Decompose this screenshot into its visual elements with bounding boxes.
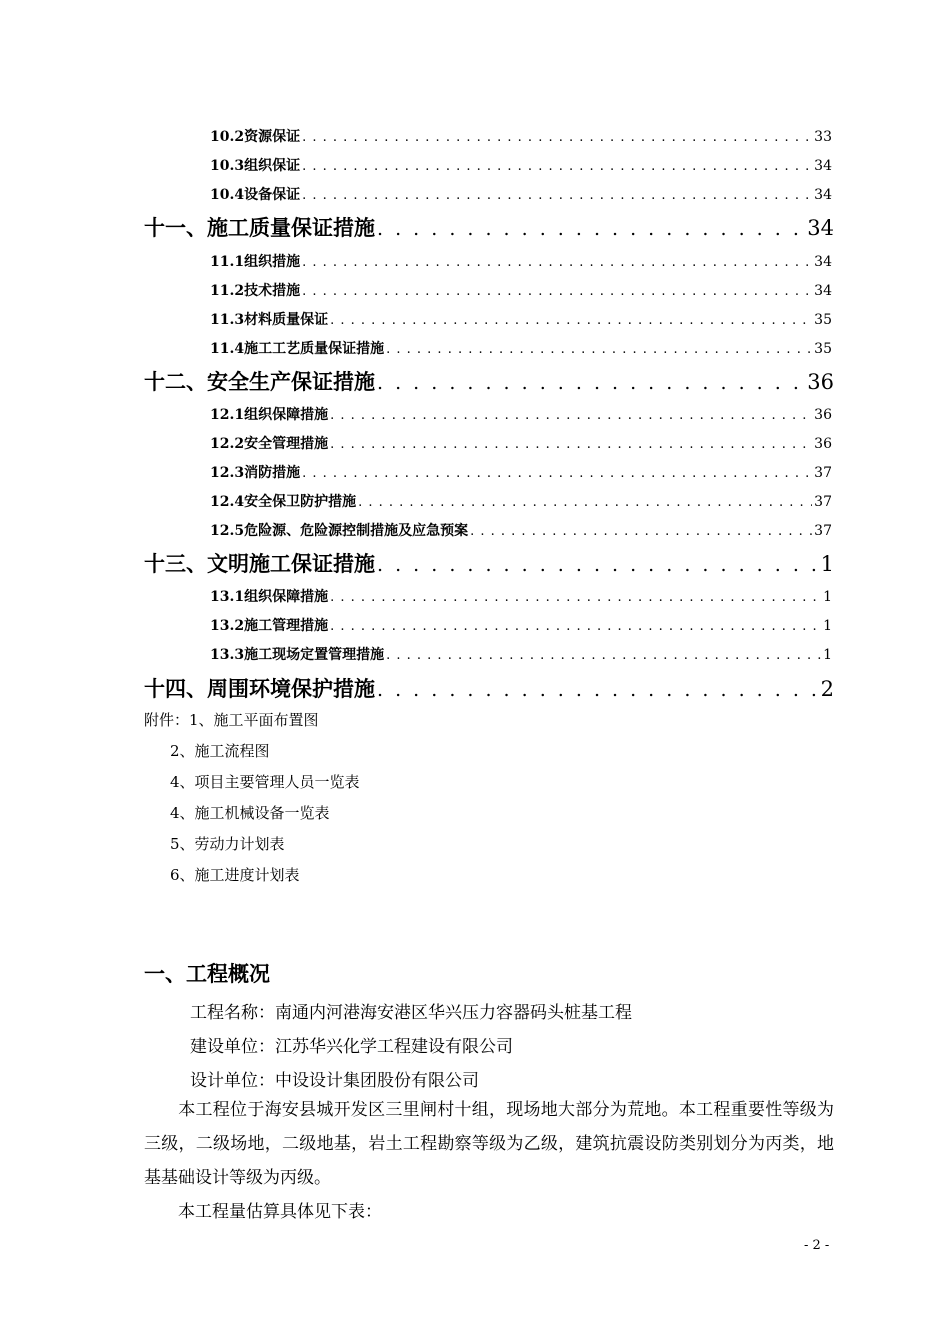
toc-leader — [330, 313, 812, 328]
toc-entry-title: 安全保卫防护措施 — [244, 494, 357, 510]
toc-entry-title: 技术措施 — [244, 283, 301, 299]
toc-leader — [330, 437, 812, 452]
paragraph-text: 本工程量估算具体见下表： — [178, 1202, 382, 1222]
toc-leader — [377, 679, 819, 701]
builder-unit: 建设单位：江苏华兴化学工程建设有限公司 — [190, 1037, 513, 1057]
toc-leader — [377, 554, 819, 576]
toc-entry[interactable] — [210, 520, 832, 540]
toc-entry-title: 组织保证 — [244, 158, 301, 174]
toc-entry-title: 危险源、危险源控制措施及应急预案 — [244, 523, 469, 539]
toc-entry-page: 1 — [823, 647, 832, 663]
attachment-item: 4、施工机械设备一览表 — [170, 804, 330, 822]
toc-leader — [330, 590, 821, 605]
toc-entry-title: 组织保障措施 — [244, 407, 329, 423]
toc-entry[interactable] — [210, 126, 832, 146]
toc-entry-number: 11.4 — [210, 341, 245, 357]
toc-entry-number: 13.1 — [210, 589, 245, 605]
toc-entry-page: 37 — [814, 494, 832, 510]
toc-entry[interactable] — [210, 280, 832, 300]
toc-entry-number: 11.3 — [210, 312, 245, 328]
toc-entry-page: 1 — [823, 589, 832, 605]
toc-leader — [358, 495, 812, 510]
toc-leader — [377, 218, 805, 240]
toc-entry-page: 37 — [814, 523, 832, 539]
toc-entry-title: 设备保证 — [244, 187, 301, 203]
toc-entry[interactable] — [210, 404, 832, 424]
toc-entry-page: 35 — [814, 312, 832, 328]
toc-leader — [386, 342, 812, 357]
toc-entry[interactable] — [210, 309, 832, 329]
toc-chapter-page: 34 — [807, 216, 834, 240]
toc-entry[interactable] — [210, 338, 832, 358]
attachments-label: 附件：1、施工平面布置图 — [144, 711, 319, 729]
toc-entry-number: 11.1 — [210, 254, 245, 270]
toc-leader — [330, 408, 812, 423]
toc-entry-page: 36 — [814, 436, 832, 452]
toc-entry-title: 施工工艺质量保证措施 — [244, 341, 385, 357]
toc-entry-title: 施工管理措施 — [244, 618, 329, 634]
toc-chapter-title: 十二、安全生产保证措施 — [144, 369, 375, 394]
toc-entry-title: 组织保障措施 — [244, 589, 329, 605]
toc-leader — [302, 255, 812, 270]
toc-chapter-title: 十三、文明施工保证措施 — [144, 551, 375, 576]
toc-leader — [302, 466, 812, 481]
project-name: 工程名称：南通内河港海安港区华兴压力容器码头桩基工程 — [190, 1003, 632, 1023]
toc-entry-number: 12.4 — [210, 494, 245, 510]
toc-entry-number: 11.2 — [210, 283, 245, 299]
toc-leader — [302, 284, 812, 299]
toc-entry-page: 33 — [814, 129, 832, 145]
toc-entry-number: 10.4 — [210, 187, 245, 203]
toc-chapter-13[interactable] — [144, 548, 834, 578]
toc-entry-number: 12.1 — [210, 407, 245, 423]
toc-chapter-page: 1 — [820, 552, 834, 576]
toc-leader — [470, 524, 812, 539]
toc-chapter-14[interactable] — [144, 673, 834, 703]
design-unit: 设计单位：中设设计集团股份有限公司 — [190, 1071, 479, 1091]
toc-entry[interactable] — [210, 491, 832, 511]
toc-leader — [302, 130, 812, 145]
toc-entry[interactable] — [210, 184, 832, 204]
toc-entry-title: 安全管理措施 — [244, 436, 329, 452]
toc-entry-title: 组织措施 — [244, 254, 301, 270]
toc-entry-number: 13.3 — [210, 647, 245, 663]
toc-entry[interactable] — [210, 586, 832, 606]
toc-chapter-page: 2 — [820, 677, 834, 701]
toc-entry-page: 37 — [814, 465, 832, 481]
toc-entry-number: 10.3 — [210, 158, 245, 174]
toc-entry[interactable] — [210, 644, 832, 664]
attachment-item: 5、劳动力计划表 — [170, 835, 285, 853]
toc-entry[interactable] — [210, 615, 832, 635]
toc-entry-page: 1 — [823, 618, 832, 634]
attachment-item: 6、施工进度计划表 — [170, 866, 300, 884]
body-paragraph — [144, 1093, 834, 1195]
toc-entry-page: 34 — [814, 254, 832, 270]
toc-entry-title: 施工现场定置管理措施 — [244, 647, 385, 663]
toc-entry-number: 10.2 — [210, 129, 245, 145]
toc-entry-number: 12.5 — [210, 523, 245, 539]
toc-entry[interactable] — [210, 251, 832, 271]
toc-leader — [302, 188, 812, 203]
page-number: - 2 - — [804, 1238, 830, 1253]
toc-entry-page: 34 — [814, 283, 832, 299]
toc-entry-title: 材料质量保证 — [244, 312, 329, 328]
attachment-item: 2、施工流程图 — [170, 742, 270, 760]
toc-entry[interactable] — [210, 462, 832, 482]
body-paragraph — [144, 1195, 834, 1229]
toc-chapter-11[interactable] — [144, 212, 834, 242]
toc-chapter-page: 36 — [807, 370, 834, 394]
toc-entry-title: 消防措施 — [244, 465, 301, 481]
toc-entry-number: 12.3 — [210, 465, 245, 481]
toc-entry[interactable] — [210, 155, 832, 175]
toc-chapter-title: 十一、施工质量保证措施 — [144, 215, 375, 240]
toc-entry-title: 资源保证 — [244, 129, 301, 145]
toc-entry-page: 34 — [814, 187, 832, 203]
toc-leader — [302, 159, 812, 174]
toc-entry-page: 35 — [814, 341, 832, 357]
section-heading: 一、工程概况 — [144, 961, 270, 986]
toc-chapter-title: 十四、周围环境保护措施 — [144, 676, 375, 701]
toc-leader — [386, 648, 821, 663]
toc-leader — [377, 372, 805, 394]
attachment-item: 4、项目主要管理人员一览表 — [170, 773, 360, 791]
toc-chapter-12[interactable] — [144, 366, 834, 396]
paragraph-text: 本工程位于海安县城开发区三里闸村十组，现场地大部分为荒地。本工程重要性等级为三级，二级场地，二级地基，岩土工程勘察等级为乙级，建筑抗震设防类别划分为丙类，地基基础设计等级为丙级。 — [144, 1100, 834, 1188]
toc-leader — [330, 619, 821, 634]
toc-entry-number: 12.2 — [210, 436, 245, 452]
toc-entry-page: 34 — [814, 158, 832, 174]
toc-entry[interactable] — [210, 433, 832, 453]
toc-entry-number: 13.2 — [210, 618, 245, 634]
toc-entry-page: 36 — [814, 407, 832, 423]
